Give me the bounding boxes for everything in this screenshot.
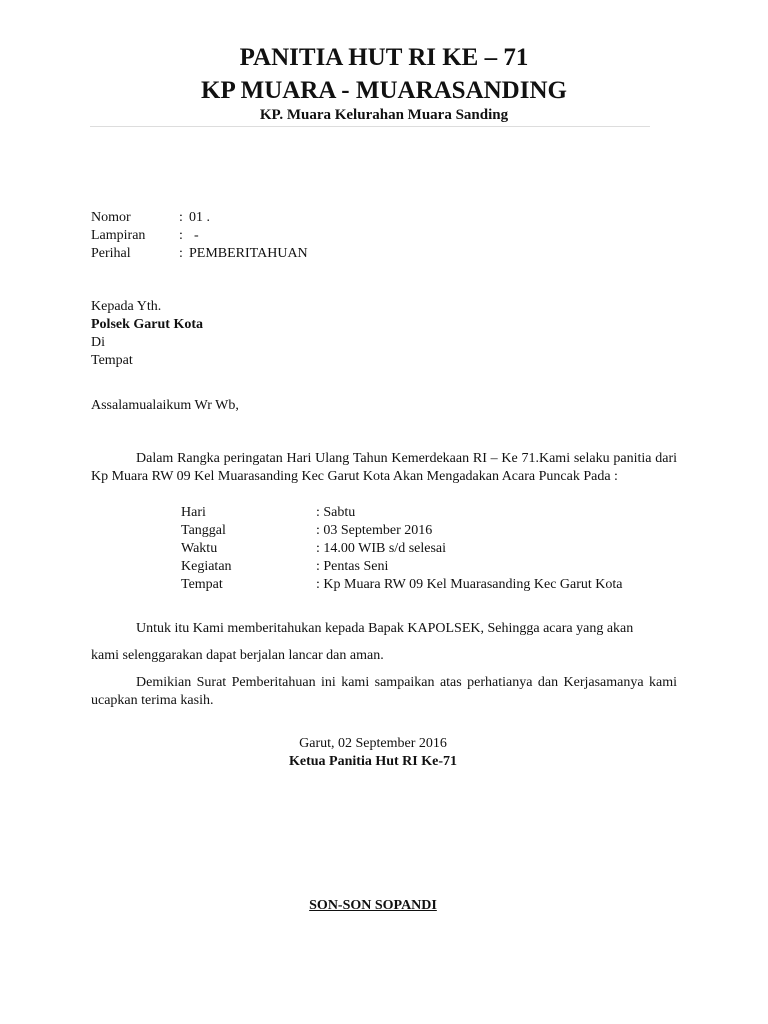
detail-value-hari: : Sabtu — [316, 505, 356, 520]
header-divider — [90, 126, 650, 127]
recipient-line3: Di — [91, 335, 105, 350]
meta-value-lampiran: - — [194, 228, 199, 243]
signature-place-date: Garut, 02 September 2016 — [299, 736, 447, 751]
detail-label-waktu: Waktu — [181, 541, 218, 556]
meta-value-nomor: 01 . — [189, 210, 210, 225]
meta-colon: : — [179, 246, 183, 261]
body-paragraph-1-line1: Untuk itu Kami memberitahukan kepada Bapak KAPOLSEK, Sehingga acara yang akan — [136, 621, 634, 636]
letter-title-line2: KP MUARA - MUARASANDING — [201, 77, 567, 104]
signatory-name: SON-SON SOPANDI — [309, 898, 437, 913]
body-paragraph-2: Demikian Surat Pemberitahuan ini kami sampaikan atas perhatianya dan Kerjasamanya kami ucapkan terima kasih. — [91, 675, 677, 708]
letter-address: KP. Muara Kelurahan Muara Sanding — [259, 107, 509, 123]
greeting: Assalamualaikum Wr Wb, — [91, 398, 239, 413]
meta-label-nomor: Nomor — [91, 210, 131, 225]
detail-value-tempat: : Kp Muara RW 09 Kel Muarasanding Kec Garut Kota — [316, 577, 623, 592]
meta-label-lampiran: Lampiran — [91, 228, 146, 243]
detail-label-tempat: Tempat — [181, 577, 223, 592]
letter-title-line1: PANITIA HUT RI KE – 71 — [239, 44, 529, 71]
intro-paragraph: Dalam Rangka peringatan Hari Ulang Tahun Kemerdekaan RI – Ke 71.Kami selaku panitia dari Kp Muara RW 09 Kel Muarasanding Kec Garut Kota Akan Mengadakan Acara Puncak Pada : — [91, 451, 677, 484]
signature-role: Ketua Panitia Hut RI Ke-71 — [289, 754, 457, 769]
meta-label-perihal: Perihal — [91, 246, 131, 261]
detail-label-tanggal: Tanggal — [181, 523, 226, 538]
meta-value-perihal: PEMBERITAHUAN — [189, 246, 308, 261]
meta-colon: : — [179, 210, 183, 225]
meta-colon: : — [179, 228, 183, 243]
detail-label-kegiatan: Kegiatan — [181, 559, 232, 574]
body-paragraph-1-line2: kami selenggarakan dapat berjalan lancar dan aman. — [91, 648, 384, 663]
recipient-line4: Tempat — [91, 353, 133, 368]
recipient-line1: Kepada Yth. — [91, 299, 162, 314]
recipient-name: Polsek Garut Kota — [91, 317, 203, 332]
detail-value-kegiatan: : Pentas Seni — [316, 559, 389, 574]
detail-value-tanggal: : 03 September 2016 — [316, 523, 433, 538]
detail-label-hari: Hari — [181, 505, 206, 520]
detail-value-waktu: : 14.00 WIB s/d selesai — [316, 541, 447, 556]
